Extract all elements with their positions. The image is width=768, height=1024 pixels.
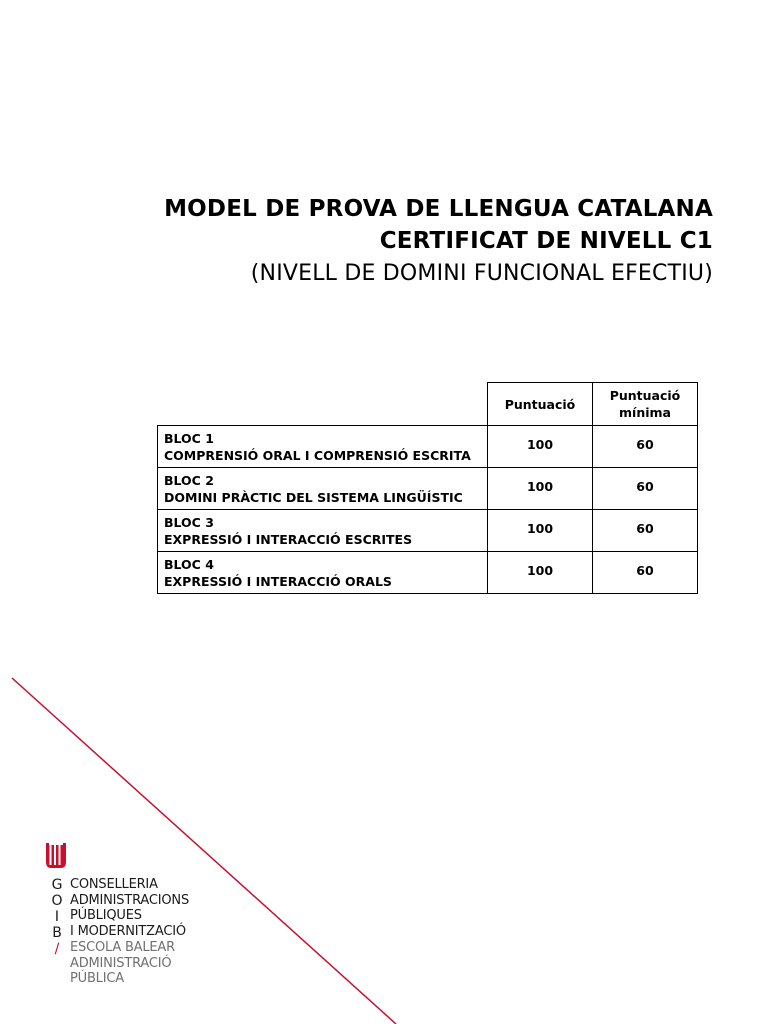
goib-letter: G [51, 877, 63, 893]
goib-letter: I [54, 909, 60, 925]
bloc-name: EXPRESSIÓ I INTERACCIÓ ESCRITES [164, 531, 413, 547]
goib-slash: / [54, 941, 60, 957]
bloc-number: BLOC 2 [164, 472, 214, 488]
header-min-line1: Puntuació [609, 388, 681, 403]
goib-letter: B [52, 925, 62, 941]
logo-line: ADMINISTRACIÓ [70, 955, 172, 971]
score-value: 100 [526, 479, 554, 494]
goib-letters [48, 877, 66, 957]
bloc-name: COMPRENSIÓ ORAL I COMPRENSIÓ ESCRITA [164, 447, 471, 463]
logo-line: PÚBLIQUES [70, 908, 142, 924]
score-value: 100 [526, 563, 554, 578]
bloc-number: BLOC 3 [164, 514, 214, 530]
title-line-2: CERTIFICAT DE NIVELL C1 [379, 228, 713, 254]
min-score-value: 60 [636, 563, 654, 578]
min-score-value: 60 [636, 437, 654, 452]
goib-emblem-icon [45, 843, 67, 869]
title-line-1: MODEL DE PROVA DE LLENGUA CATALANA [164, 196, 713, 222]
logo-line: ESCOLA BALEAR [70, 939, 175, 955]
logo-text [70, 877, 189, 987]
subtitle: (NIVELL DE DOMINI FUNCIONAL EFECTIU) [250, 261, 713, 286]
bloc-name: DOMINI PRÀCTIC DEL SISTEMA LINGÜÍSTIC [164, 489, 463, 505]
score-value: 100 [526, 437, 554, 452]
min-score-value: 60 [636, 479, 654, 494]
logo-line: CONSELLERIA [70, 877, 158, 892]
logo-line: ADMINISTRACIONS [70, 892, 189, 908]
min-score-value: 60 [636, 521, 654, 536]
logo-line: PÚBLICA [70, 971, 124, 987]
bloc-name: EXPRESSIÓ I INTERACCIÓ ORALS [164, 573, 392, 589]
bloc-number: BLOC 4 [164, 556, 214, 572]
bloc-number: BLOC 1 [164, 430, 214, 446]
header-puntuacio-label: Puntuació [504, 396, 576, 412]
logo-line: I MODERNITZACIÓ [70, 924, 186, 940]
goib-letter: O [51, 893, 63, 909]
score-value: 100 [526, 521, 554, 536]
header-min-line2: mínima [619, 405, 671, 420]
